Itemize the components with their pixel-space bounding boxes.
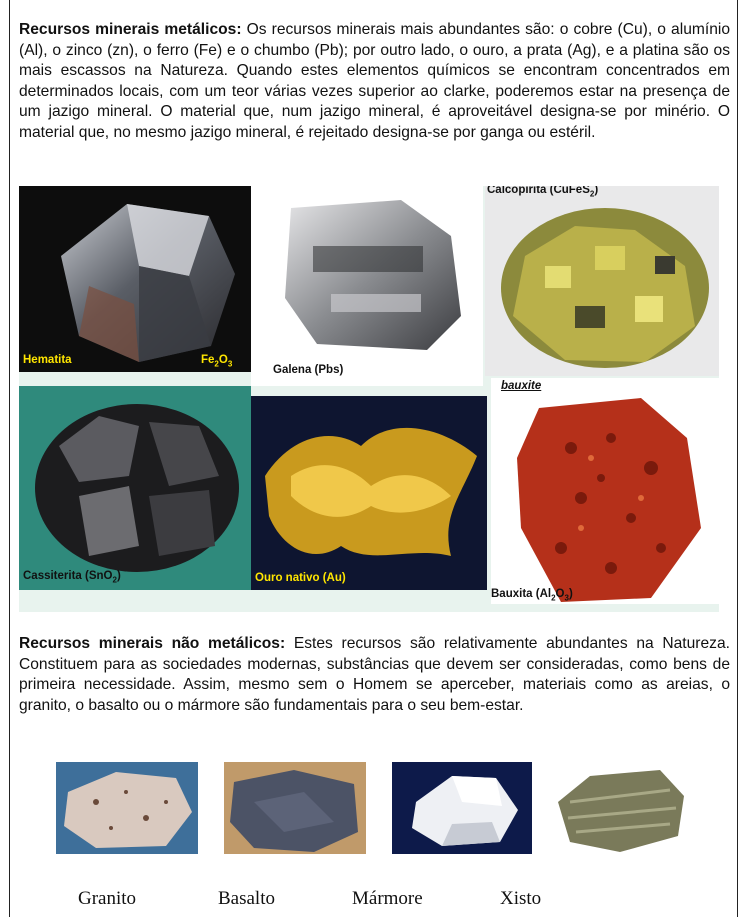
- hematita-label: Hematita: [23, 354, 72, 366]
- hematita-photo: [19, 186, 251, 372]
- calcopirita-crystal-image: [485, 186, 719, 376]
- bauxita-rock-image: [491, 378, 719, 604]
- bauxita-photo: [491, 378, 719, 604]
- granito-label: Granito: [78, 888, 137, 909]
- marmore-image: [392, 762, 532, 854]
- xisto-label: Xisto: [500, 888, 542, 909]
- galena-photo: [251, 186, 483, 386]
- basalto-image: [224, 762, 366, 854]
- calcopirita-label: Calcopirita (CuFeS$_2$): [487, 186, 599, 199]
- nonmetal-resources-text: Estes recursos são relativamente abundantes na Natureza. Constituem para as sociedades modernas, substâncias que devem ser consideradas, como bens de primeira necessidade. Assim, mesmo sem o Homem se aperceber, materiais como as areias, o granito, o basalto ou o mármore são fundamentais para o seu bem-estar.: [19, 635, 730, 714]
- ouro-nativo-label: Ouro nativo (Au): [255, 572, 346, 584]
- xisto-photo: [550, 762, 690, 854]
- metal-resources-text: Os recursos minerais mais abundantes são: o cobre (Cu), o alumínio (Al), o zinco (zn), o ferro (Fe) e o chumbo (Pb); por outro lado, o ouro, a prata (Ag), e a platina são os mais escassos na Natureza. Quando estes elementos químicos se encontram concentrados em determinados locais, com um teor várias vezes superior ao clarke, poderemos estar na presença de um jazigo mineral. O material que, num jazigo mineral, é aproveitável designa-se por minério. O material que, no mesmo jazigo mineral, é rejeitado designa-se por ganga ou estéril.: [19, 21, 731, 141]
- nonmetal-resources-paragraph: [19, 634, 730, 716]
- basalto-photo: [224, 762, 366, 854]
- bauxite-tag: bauxite: [501, 380, 542, 392]
- calcopirita-photo: [485, 186, 719, 376]
- galena-label: Galena (Pbs): [273, 364, 344, 376]
- mineral-photo-grid: [19, 186, 719, 612]
- granito-photo: [56, 762, 198, 854]
- xisto-image: [550, 762, 690, 854]
- hematita-formula: $Fe_2O_3$: [201, 354, 233, 369]
- cassiterita-photo: [19, 386, 251, 590]
- nonmetal-resources-heading: Recursos minerais não metálicos:: [19, 635, 286, 652]
- bauxita-label: Bauxita $(Al_2O_3)$: [491, 588, 573, 603]
- galena-crystal-image: [251, 186, 483, 386]
- metal-resources-heading: Recursos minerais metálicos:: [19, 21, 242, 38]
- ouro-nativo-image: [251, 396, 487, 590]
- hematita-crystal-image: [19, 186, 251, 372]
- basalto-label: Basalto: [218, 888, 275, 909]
- marmore-label: Mármore: [352, 888, 423, 909]
- metal-resources-paragraph: [19, 20, 730, 144]
- ouro-nativo-photo: [251, 396, 487, 590]
- marmore-photo: [392, 762, 532, 854]
- granito-image: [56, 762, 198, 854]
- cassiterita-crystal-image: [19, 386, 251, 590]
- cassiterita-label: Cassiterita (SnO$_2$): [23, 570, 121, 585]
